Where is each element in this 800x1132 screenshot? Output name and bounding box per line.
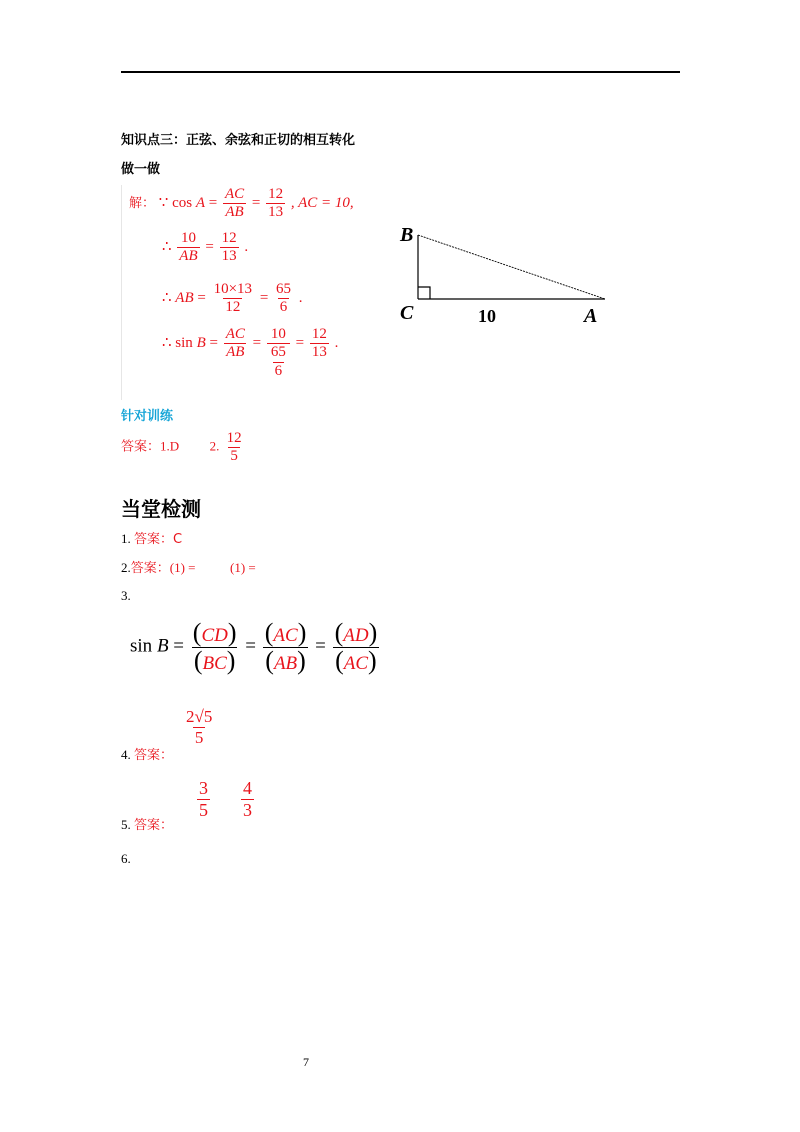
fraction xyxy=(274,281,293,317)
question-4-fraction xyxy=(182,707,216,747)
fraction xyxy=(241,778,254,820)
numerator: 65 xyxy=(276,281,292,297)
equals: = xyxy=(209,335,218,352)
question-3-number: 3. xyxy=(121,588,131,603)
denominator: 5 xyxy=(194,727,204,747)
fraction xyxy=(310,326,329,362)
question-4 xyxy=(121,744,173,763)
sin-text: sin xyxy=(175,335,193,352)
solution-line-3 xyxy=(162,281,303,317)
vertex-label-B: B xyxy=(400,224,414,246)
triangle-figure xyxy=(390,215,620,330)
denominator: AB xyxy=(225,204,244,221)
lhs: AB xyxy=(175,290,194,307)
fraction xyxy=(266,186,285,222)
denominator: 13 xyxy=(221,248,237,265)
numerator: 4 xyxy=(243,778,252,798)
question-2 xyxy=(121,557,256,576)
denominator: 5 xyxy=(230,448,238,465)
equals: = xyxy=(205,239,214,256)
answer-text: 答案： xyxy=(134,818,174,833)
right-angle-mark xyxy=(418,287,430,299)
equals: = xyxy=(251,195,261,212)
test-title: 当堂检测 xyxy=(121,497,201,521)
answer-text: 答案：(1) = xyxy=(130,560,196,575)
question-1 xyxy=(121,528,182,547)
numerator: AC xyxy=(225,326,245,342)
angle-B: B xyxy=(156,635,169,657)
numerator: 12 xyxy=(226,430,242,446)
solution-line-2 xyxy=(162,230,248,266)
denominator: 5 xyxy=(199,799,208,820)
equals: = xyxy=(259,290,269,307)
practice-item-2-prefix: 2. xyxy=(209,438,220,454)
equals: = xyxy=(245,635,256,657)
equals: = xyxy=(252,335,262,352)
fraction xyxy=(197,778,210,820)
section-heading: 知识点三：正弦、余弦和正切的相互转化 xyxy=(121,133,356,148)
angle-A: A xyxy=(195,195,205,212)
tail-text: . xyxy=(334,335,339,352)
numerator: 10 xyxy=(270,326,286,342)
fraction xyxy=(212,281,254,317)
cos-text: cos xyxy=(172,195,193,212)
denominator: 13 xyxy=(311,344,327,361)
therefore-symbol: ∴ xyxy=(162,335,172,352)
therefore-symbol: ∴ xyxy=(162,290,172,307)
sin-text: sin xyxy=(130,635,153,657)
answer-text: (1) = xyxy=(230,560,256,575)
equals: = xyxy=(208,195,218,212)
fraction xyxy=(184,707,214,747)
equals: = xyxy=(197,290,206,307)
numerator: AC xyxy=(273,625,298,646)
question-3-formula xyxy=(130,620,381,675)
denominator: 13 xyxy=(268,204,284,221)
denominator: AB xyxy=(226,344,245,361)
compound-fraction xyxy=(267,326,290,380)
numerator: 10 xyxy=(180,230,196,246)
header-rule xyxy=(121,71,680,73)
solution-label: 解： xyxy=(129,196,156,212)
solution-line-1 xyxy=(129,186,354,222)
fraction xyxy=(177,230,199,266)
denominator: AC xyxy=(343,652,369,674)
denominator-fraction xyxy=(267,343,290,380)
side-AB xyxy=(418,235,605,299)
answer-text: 答案： xyxy=(134,748,174,763)
question-5-fractions xyxy=(195,778,256,820)
fraction xyxy=(220,230,239,266)
because-symbol: ∵ xyxy=(158,195,169,212)
tail-text: . xyxy=(244,239,249,256)
vertex-label-A: A xyxy=(584,305,598,327)
page-number: 7 xyxy=(303,1055,309,1069)
denominator: AB xyxy=(179,248,198,265)
tail-text: . xyxy=(298,290,303,307)
question-number: 2. xyxy=(121,560,131,575)
fraction xyxy=(225,430,244,466)
denominator: 6 xyxy=(274,362,283,379)
question-5 xyxy=(121,814,173,833)
numerator: AD xyxy=(343,625,369,646)
fraction: $\frac{(AC)}{(AB)}$ xyxy=(264,618,307,675)
denominator: AB xyxy=(273,652,298,674)
numerator: AC xyxy=(224,186,245,202)
fraction: $\frac{(CD)}{(BC)}$ xyxy=(192,618,237,675)
practice-item-1: 1.D xyxy=(160,438,180,454)
practice-answer xyxy=(121,430,246,466)
answer-text: 答案：C xyxy=(134,532,183,547)
angle-B: B xyxy=(196,335,206,352)
denominator: 3 xyxy=(243,799,252,820)
numerator: 65 xyxy=(270,344,286,361)
answer-prefix: 答案： xyxy=(121,439,161,455)
equals: = xyxy=(315,635,326,657)
tail-text: , AC = 10, xyxy=(290,195,354,212)
side-length-label: 10 xyxy=(478,306,496,326)
solution-line-4 xyxy=(162,326,338,380)
equals: = xyxy=(173,635,185,657)
vertex-label-C: C xyxy=(400,302,414,324)
fraction: $\frac{(AD)}{(AC)}$ xyxy=(334,618,378,675)
numerator: 12 xyxy=(268,186,284,202)
denominator: 6 xyxy=(279,299,288,316)
question-number: 1. xyxy=(121,531,131,546)
denominator: BC xyxy=(202,652,227,674)
question-number: 5. xyxy=(121,817,131,832)
fraction xyxy=(223,186,246,222)
numerator: CD xyxy=(201,625,228,646)
therefore-symbol: ∴ xyxy=(162,239,172,256)
question-6-number: 6. xyxy=(121,851,131,866)
numerator: 10×13 xyxy=(213,281,253,297)
question-number: 4. xyxy=(121,747,131,762)
numerator: 3 xyxy=(199,778,208,798)
denominator: 12 xyxy=(225,299,241,316)
fraction xyxy=(224,326,247,362)
numerator: 12 xyxy=(221,230,237,246)
margin-guide xyxy=(121,185,122,400)
practice-title: 针对训练 xyxy=(121,409,174,424)
equals: = xyxy=(295,335,305,352)
sub-heading: 做一做 xyxy=(121,162,161,177)
numerator: 2√5 xyxy=(186,707,213,726)
numerator: 12 xyxy=(311,326,327,342)
